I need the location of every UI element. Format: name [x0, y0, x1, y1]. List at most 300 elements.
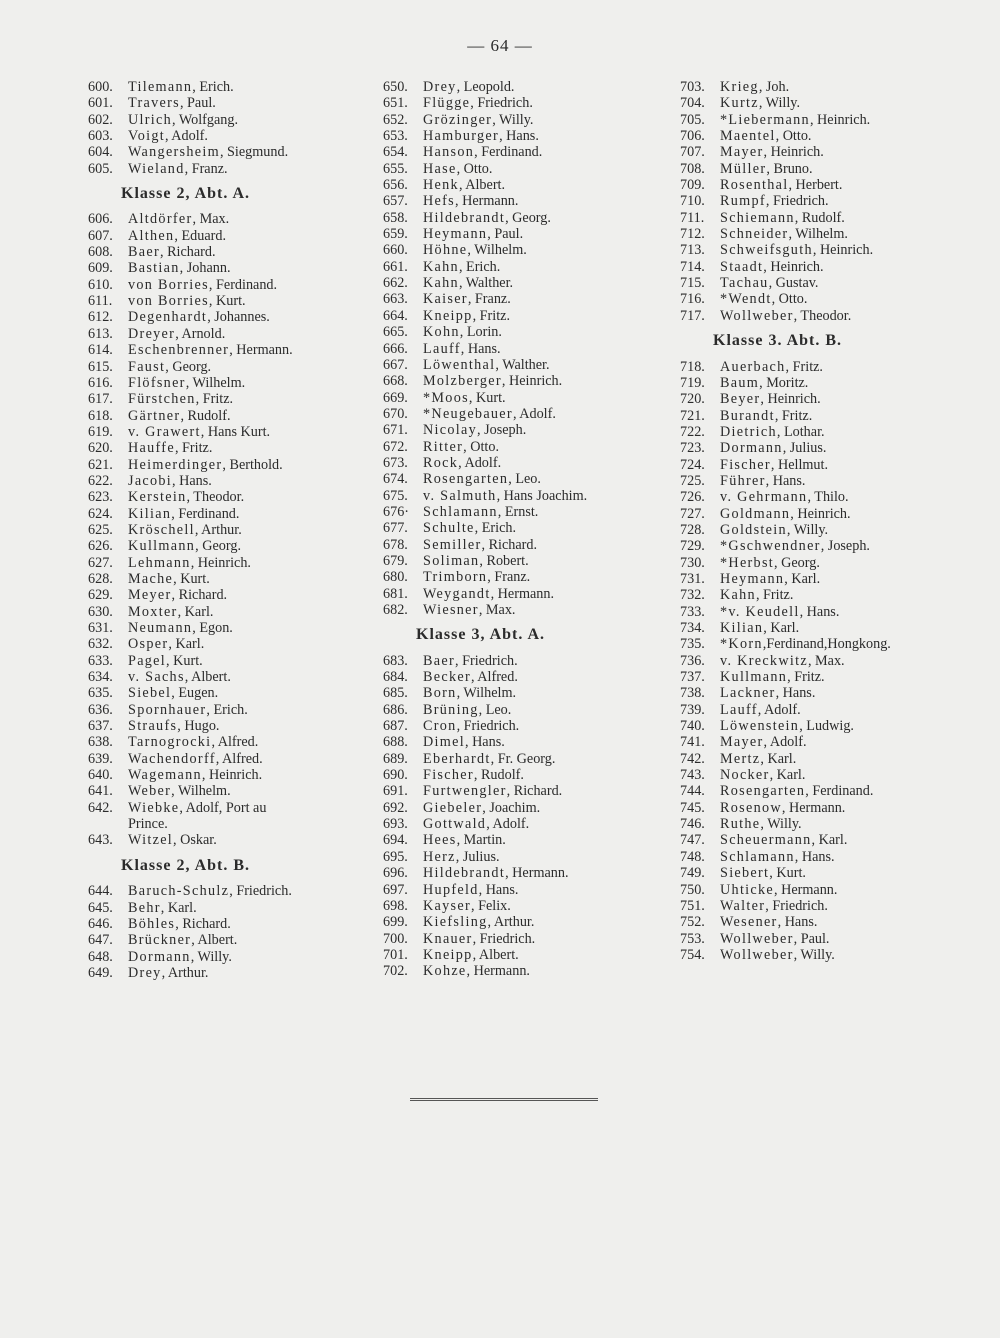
entry-name: [128, 522, 242, 538]
entry-number: 748.: [680, 848, 705, 865]
entry-given-name: , Paul.: [487, 226, 524, 243]
entry-number: 617.: [88, 391, 113, 408]
entry-surname: Mertz: [720, 750, 761, 767]
entry-surname: Wagemann: [128, 767, 202, 784]
entry-surname: Hildebrandt: [423, 209, 506, 226]
entry-given-name: , Max.: [807, 652, 845, 669]
entry-surname: Hanson: [423, 144, 475, 161]
entry-name: [128, 457, 283, 473]
entry-surname: Löwenstein: [720, 718, 800, 735]
list-entry: [383, 767, 655, 783]
entry-surname: *Liebermann: [720, 111, 810, 128]
entry-number: 603.: [88, 128, 113, 145]
entry-given-name: , Heinrich.: [763, 258, 824, 275]
entry-surname: Siebert: [720, 865, 770, 882]
entry-surname: *v. Keudell: [720, 603, 800, 620]
entry-number: 669.: [383, 389, 408, 406]
entry-given-name: , Arthur.: [161, 964, 209, 981]
entry-given-name: , Robert.: [479, 552, 529, 569]
entry-name: [720, 685, 815, 701]
list-entry: [88, 900, 360, 916]
section-heading: Klasse 2, Abt. B.: [121, 856, 251, 874]
list-entry: [680, 538, 980, 554]
entry-continuation: Prince.: [128, 816, 168, 833]
entry-name: [423, 324, 502, 340]
entry-number: 622.: [88, 472, 113, 489]
entry-number: 621.: [88, 456, 113, 473]
entry-name: [128, 277, 277, 293]
entry-surname: Kneipp: [423, 307, 473, 324]
entry-given-name: , Johannes.: [207, 309, 270, 326]
entry-surname: Maentel: [720, 128, 776, 145]
entry-number: 624.: [88, 505, 113, 522]
list-entry: [383, 128, 655, 144]
entry-number: 645.: [88, 899, 113, 916]
entry-given-name: , Richard.: [481, 536, 538, 553]
entry-given-name: , Heinrich.: [790, 505, 851, 522]
entry-name: [720, 653, 845, 669]
list-entry: [383, 832, 655, 848]
entry-surname: Hefs: [423, 193, 455, 210]
entry-given-name: , Fritz.: [785, 358, 823, 375]
entry-given-name: , Wilhelm.: [456, 685, 517, 702]
entry-number: 606.: [88, 211, 113, 228]
entry-given-name: , Albert.: [458, 177, 506, 194]
entry-number: 679.: [383, 552, 408, 569]
entry-name: [128, 95, 216, 111]
entry-surname: Kahn: [720, 587, 756, 604]
entry-name: [128, 702, 248, 718]
entry-surname: Auerbach: [720, 358, 786, 375]
entry-number: 601.: [88, 95, 113, 112]
entry-number: 751.: [680, 897, 705, 914]
entry-name: [423, 898, 511, 914]
list-entry: [383, 963, 655, 979]
entry-number: 693.: [383, 816, 408, 833]
entry-surname: Hees: [423, 832, 457, 849]
entry-name: [423, 455, 501, 471]
entry-name: [423, 702, 511, 718]
entry-name: [720, 604, 839, 620]
entry-name: [128, 751, 263, 767]
entry-number: 690.: [383, 767, 408, 784]
entry-name: [423, 849, 500, 865]
entry-given-name: , Lothar.: [776, 423, 825, 440]
entry-given-name: , Lorin.: [459, 324, 502, 341]
entry-surname: Kullmann: [720, 669, 788, 686]
list-entry: [88, 391, 360, 407]
entry-surname: Wangersheim: [128, 144, 220, 161]
list-entry: [88, 555, 360, 571]
list-entry: [88, 751, 360, 767]
entry-given-name: , Fritz.: [195, 391, 234, 408]
entry-given-name: , Siegmund.: [219, 144, 289, 161]
entry-surname: *Korn: [720, 636, 763, 653]
entry-number: 733.: [680, 603, 705, 620]
list-entry: [383, 849, 655, 865]
list-entry: [88, 359, 360, 375]
entry-number: 609.: [88, 260, 113, 277]
entry-name: [720, 112, 870, 128]
entry-number: 717.: [680, 307, 705, 324]
entry-given-name: , Friedrich.: [470, 95, 533, 112]
list-entry: [88, 79, 360, 95]
entry-number: 608.: [88, 244, 113, 261]
entry-name: [720, 555, 820, 571]
list-entry: [680, 555, 980, 571]
list-entry: [383, 553, 655, 569]
list-entry: [383, 669, 655, 685]
entry-number: 633.: [88, 652, 113, 669]
entry-surname: Rosengarten: [423, 471, 509, 488]
entry-surname: Kahn: [423, 258, 459, 275]
entry-given-name: , Karl.: [784, 570, 821, 587]
entry-surname: Herz: [423, 848, 456, 865]
list-entry: [383, 783, 655, 799]
entry-name: [720, 193, 829, 209]
entry-name: [720, 751, 796, 767]
entry-given-name: , Rudolf.: [794, 209, 845, 226]
entry-given-name: , Otto.: [456, 160, 493, 177]
entry-surname: Lackner: [720, 685, 776, 702]
entry-given-name: , Fritz.: [755, 587, 794, 604]
list-entry: [680, 718, 980, 734]
entry-name: [423, 931, 535, 947]
entry-number: 750.: [680, 881, 705, 898]
entry-surname: Dreyer: [128, 325, 176, 342]
entry-given-name: , Kurt.: [166, 652, 203, 669]
list-entry: [383, 242, 655, 258]
entry-given-name: , Hermann.: [466, 963, 530, 980]
entry-number: 634.: [88, 669, 113, 686]
entry-given-name: , Georg.: [165, 358, 212, 375]
list-entry: [88, 669, 360, 685]
entry-surname: Dormann: [720, 440, 783, 457]
entry-given-name: , Joseph.: [477, 422, 527, 439]
entry-name: [423, 914, 534, 930]
list-entry: [88, 309, 360, 325]
entry-number: 709.: [680, 177, 705, 194]
entry-name: [423, 488, 587, 504]
entry-number: 708.: [680, 160, 705, 177]
entry-number: 696.: [383, 865, 408, 882]
list-entry: [88, 473, 360, 489]
entry-number: 740.: [680, 718, 705, 735]
list-entry: [88, 342, 360, 358]
entry-surname: Straufs: [128, 718, 178, 735]
entry-surname: Schiemann: [720, 209, 795, 226]
entry-number: 719.: [680, 374, 705, 391]
entry-number: 749.: [680, 865, 705, 882]
entry-surname: Knauer: [423, 930, 473, 947]
entry-number: 752.: [680, 914, 705, 931]
entry-name: [423, 947, 519, 963]
list-entry: [88, 489, 360, 505]
entry-number: 647.: [88, 932, 113, 949]
entry-number: 605.: [88, 160, 113, 177]
list-entry: [383, 390, 655, 406]
entry-name: [128, 359, 211, 375]
entry-name: [423, 734, 505, 750]
entry-number: 600.: [88, 79, 113, 95]
entry-given-name: , Wolfgang.: [172, 111, 239, 128]
list-entry: [383, 308, 655, 324]
list-entry: [680, 767, 980, 783]
list-entry: [88, 506, 360, 522]
entry-surname: Scheuermann: [720, 832, 812, 849]
entry-given-name: , Arthur.: [487, 914, 535, 931]
entry-number: 668.: [383, 373, 408, 390]
entry-given-name: , Albert.: [191, 932, 238, 949]
entry-given-name: , Adolf.: [165, 128, 208, 145]
entry-given-name: , Richard.: [175, 915, 231, 932]
entry-surname: Kullmann: [128, 538, 196, 555]
list-entry: [680, 440, 980, 456]
entry-given-name: , Adolf.: [757, 701, 801, 718]
entry-name: [720, 144, 824, 160]
entry-number: 676·: [383, 503, 410, 520]
entry-name: [720, 865, 806, 881]
entry-surname: Travers: [128, 95, 180, 112]
entry-surname: Dormann: [128, 948, 191, 965]
entry-number: 616.: [88, 374, 113, 391]
entry-number: 742.: [680, 750, 705, 767]
entry-number: 682.: [383, 602, 408, 618]
entry-surname: Schlamann: [423, 503, 498, 520]
entry-surname: Burandt: [720, 407, 775, 424]
entry-number: 625.: [88, 521, 113, 538]
entry-surname: Faust: [128, 358, 166, 375]
entry-surname: Uhticke: [720, 881, 775, 898]
list-entry: [680, 816, 980, 832]
entry-number: 610.: [88, 276, 113, 293]
entry-surname: Rosenthal: [720, 177, 789, 194]
entry-given-name: , Kurt.: [769, 865, 806, 882]
list-entry: [88, 161, 360, 177]
entry-given-name: , Wilhelm.: [185, 374, 246, 391]
list-entry: [383, 95, 655, 111]
entry-name: [128, 734, 258, 750]
entry-number: 615.: [88, 358, 113, 375]
entry-name: [128, 440, 212, 456]
entry-surname: Höhne: [423, 242, 468, 259]
list-entry: [383, 439, 655, 455]
entry-given-name: , Paul.: [793, 930, 830, 947]
entry-name: [128, 128, 208, 144]
entry-given-name: , Egon.: [192, 620, 233, 636]
entry-number: 743.: [680, 767, 705, 784]
entry-number: 736.: [680, 652, 705, 669]
entry-given-name: , Heinrich.: [809, 111, 871, 128]
entry-name: [423, 210, 551, 226]
entry-given-name: , Alfred.: [211, 734, 259, 751]
entry-name: [720, 226, 848, 242]
entry-given-name: , Theodor.: [186, 489, 245, 506]
entry-given-name: , Berthold.: [222, 456, 283, 473]
entry-surname: Fischer: [423, 767, 474, 784]
entry-number: 639.: [88, 750, 113, 767]
list-entry: [383, 914, 655, 930]
list-entry: [88, 277, 360, 293]
list-entry: [680, 587, 980, 603]
entry-surname: Nicolay: [423, 422, 478, 439]
entry-surname: Spornhauer: [128, 701, 207, 718]
list-entry: [680, 914, 980, 930]
entry-name: [720, 424, 825, 440]
entry-name: [423, 161, 492, 177]
entry-surname: Wollweber: [720, 930, 794, 947]
entry-name: [423, 406, 556, 422]
entry-given-name: , Ernst.: [497, 503, 539, 520]
entry-given-name: , Albert.: [472, 946, 519, 963]
entry-surname: von Borries: [128, 293, 209, 310]
entry-surname: Degenhardt: [128, 309, 208, 326]
entry-name: [720, 473, 805, 489]
entry-name: [423, 422, 526, 438]
entry-number: 626.: [88, 538, 113, 555]
entry-name: [720, 128, 811, 144]
entry-surname: Pagel: [128, 652, 167, 669]
entry-name: [423, 308, 510, 324]
entry-given-name: ,Ferdinand,Hongkong.: [762, 636, 891, 653]
entry-surname: Kohze: [423, 963, 467, 980]
entry-given-name: , Friedrich.: [454, 652, 518, 669]
entry-surname: Schlamann: [720, 848, 795, 865]
entry-surname: Kahn: [423, 275, 459, 292]
entry-surname: Kohn: [423, 324, 460, 341]
list-entry: [383, 177, 655, 193]
entry-name: [423, 865, 569, 881]
list-entry: [383, 685, 655, 701]
entry-name: [423, 718, 519, 734]
list-entry: [680, 931, 980, 947]
list-entry: [88, 883, 360, 899]
entry-number: 630.: [88, 603, 113, 620]
entry-given-name: , Erich.: [474, 520, 517, 537]
list-entry: [88, 734, 360, 750]
entry-surname: Baer: [423, 652, 455, 669]
entry-given-name: , Arthur.: [194, 521, 242, 538]
entry-given-name: , Hans.: [775, 685, 816, 702]
entry-given-name: , Wilhelm.: [788, 226, 848, 243]
entry-number: 611.: [88, 293, 113, 310]
entry-number: 731.: [680, 570, 705, 587]
entry-surname: Dimel: [423, 734, 465, 751]
list-entry: [88, 522, 360, 538]
entry-name: [423, 767, 524, 783]
entry-given-name: , Erich.: [458, 258, 501, 275]
entry-given-name: , Martin.: [456, 832, 506, 849]
entry-number: 701.: [383, 946, 408, 963]
entry-number: 706.: [680, 128, 705, 145]
entry-given-name: , Hermann.: [774, 881, 838, 898]
entry-number: 670.: [383, 405, 408, 422]
list-entry: [680, 308, 980, 324]
entry-surname: Neumann: [128, 620, 193, 636]
entry-surname: Brüning: [423, 701, 479, 718]
list-entry: [383, 586, 655, 602]
entry-surname: v. Kreckwitz: [720, 652, 808, 669]
entry-name: [720, 506, 851, 522]
entry-name: [720, 636, 891, 652]
entry-name: [423, 569, 530, 585]
entry-given-name: , Willy.: [758, 95, 801, 112]
entry-name: [423, 832, 506, 848]
entry-name: [720, 457, 828, 473]
entry-number: 723.: [680, 440, 705, 457]
entry-number: 661.: [383, 258, 408, 275]
list-entry: [680, 210, 980, 226]
entry-name: [720, 571, 820, 587]
entry-surname: Semiller: [423, 536, 482, 553]
entry-given-name: , Adolf.: [458, 454, 502, 471]
entry-given-name: , Karl.: [177, 603, 214, 620]
entry-given-name: , Hermann.: [229, 342, 293, 359]
entry-surname: Führer: [720, 472, 766, 489]
list-entry: [680, 242, 980, 258]
entry-given-name: , Max.: [192, 211, 230, 228]
entry-number: 671.: [383, 422, 408, 439]
entry-number: 675.: [383, 487, 408, 504]
entry-name: [720, 702, 801, 718]
entry-name: [720, 783, 873, 799]
entry-surname: Trimborn: [423, 569, 488, 586]
entry-surname: *Wendt: [720, 291, 772, 308]
list-entry: [680, 849, 980, 865]
entry-number: 620.: [88, 440, 113, 457]
entry-number: 707.: [680, 144, 705, 161]
entry-surname: Dietrich: [720, 423, 777, 440]
entry-surname: Rock: [423, 454, 459, 471]
entry-name: [720, 832, 847, 848]
entry-surname: Henk: [423, 177, 459, 194]
entry-surname: Wiesner: [423, 602, 479, 618]
entry-surname: Mayer: [720, 144, 764, 161]
entry-given-name: , Walther.: [495, 356, 550, 373]
entry-number: 649.: [88, 964, 113, 981]
entry-number: 632.: [88, 636, 113, 653]
list-entry: [680, 620, 980, 636]
entry-number: 648.: [88, 948, 113, 965]
entry-surname: Jacobi: [128, 472, 173, 489]
entry-surname: Schweifsguth: [720, 242, 813, 259]
entry-surname: Hauffe: [128, 440, 175, 457]
entry-name: [720, 177, 842, 193]
list-entry: [680, 685, 980, 701]
entry-given-name: , Joseph.: [820, 538, 870, 555]
list-entry: [383, 357, 655, 373]
entry-name: [720, 669, 825, 685]
entry-given-name: , Julius.: [782, 440, 827, 457]
entry-given-name: , Otto.: [463, 438, 499, 455]
entry-surname: Lauff: [720, 701, 758, 718]
entry-surname: Behr: [128, 899, 161, 916]
list-entry: [680, 128, 980, 144]
list-entry: [680, 604, 980, 620]
entry-name: [720, 95, 800, 111]
list-entry: [88, 144, 360, 160]
entry-surname: *Moos: [423, 389, 469, 406]
list-entry: [88, 767, 360, 783]
entry-name: [720, 489, 849, 505]
list-entry: [680, 95, 980, 111]
entry-given-name: , Hans.: [172, 472, 212, 489]
list-entry: [383, 373, 655, 389]
list-entry: [680, 522, 980, 538]
entry-surname: Mayer: [720, 734, 764, 751]
entry-surname: Osper: [128, 636, 169, 653]
entry-name: [128, 636, 204, 652]
